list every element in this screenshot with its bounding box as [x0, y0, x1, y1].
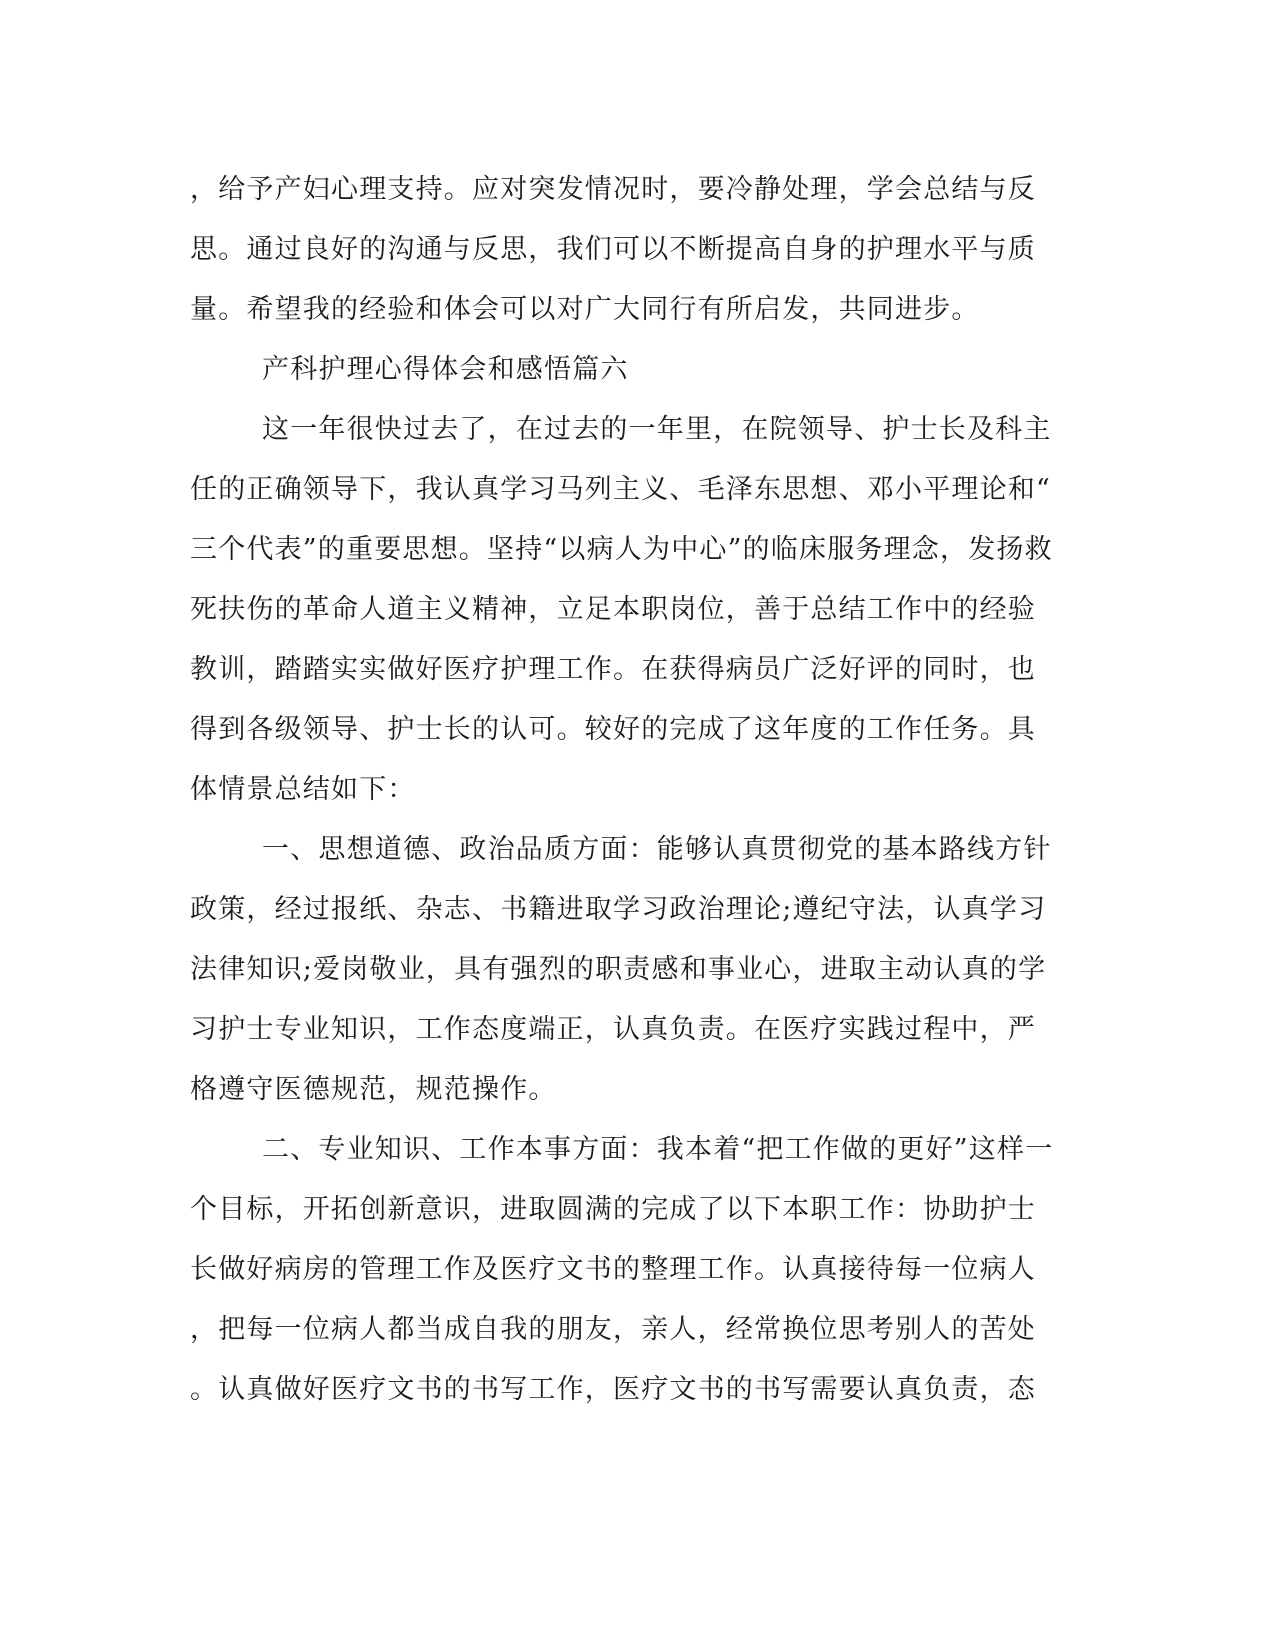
text-line: 这一年很快过去了，在过去的一年里，在院领导、护士长及科主 [262, 414, 1052, 445]
text-line: 教训，踏踏实实做好医疗护理工作。在获得病员广泛好评的同时，也 [190, 654, 1036, 685]
text-line: 一、思想道德、政治品质方面：能够认真贯彻党的基本路线方针 [262, 834, 1052, 865]
text-line: ，把每一位病人都当成自我的朋友，亲人，经常换位思考别人的苦处 [190, 1314, 1036, 1345]
text-line: 死扶伤的革命人道主义精神，立足本职岗位，善于总结工作中的经验 [190, 594, 1036, 625]
text-line: 政策，经过报纸、杂志、书籍进取学习政治理论;遵纪守法，认真学习 [190, 894, 1047, 925]
text-line: 量。希望我的经验和体会可以对广大同行有所启发，共同进步。 [190, 294, 980, 325]
text-line: 得到各级领导、护士长的认可。较好的完成了这年度的工作任务。具 [190, 714, 1036, 745]
text-line: 长做好病房的管理工作及医疗文书的整理工作。认真接待每一位病人 [190, 1254, 1036, 1285]
text-line: 任的正确领导下，我认真学习马列主义、毛泽东思想、邓小平理论和“ [190, 474, 1052, 505]
text-line: 三个代表”的重要思想。坚持“以病人为中心”的临床服务理念，发扬救 [190, 534, 1053, 565]
text-line: 格遵守医德规范，规范操作。 [190, 1074, 557, 1105]
section-heading: 产科护理心得体会和感悟篇六 [262, 354, 629, 385]
text-line: 思。通过良好的沟通与反思，我们可以不断提高自身的护理水平与质 [190, 234, 1036, 265]
text-line: 个目标，开拓创新意识，进取圆满的完成了以下本职工作：协助护士 [190, 1194, 1036, 1225]
text-line: 法律知识;爱岗敬业，具有强烈的职责感和事业心，进取主动认真的学 [190, 954, 1047, 985]
text-line: ，给予产妇心理支持。应对突发情况时，要冷静处理，学会总结与反 [190, 174, 1036, 205]
text-line: 体情景总结如下： [190, 774, 416, 805]
document-body [190, 160, 1070, 1420]
text-line: 。认真做好医疗文书的书写工作，医疗文书的书写需要认真负责，态 [190, 1374, 1036, 1405]
text-line: 二、专业知识、工作本事方面：我本着“把工作做的更好”这样一 [262, 1134, 1054, 1165]
text-line: 习护士专业知识，工作态度端正，认真负责。在医疗实践过程中，严 [190, 1014, 1036, 1045]
